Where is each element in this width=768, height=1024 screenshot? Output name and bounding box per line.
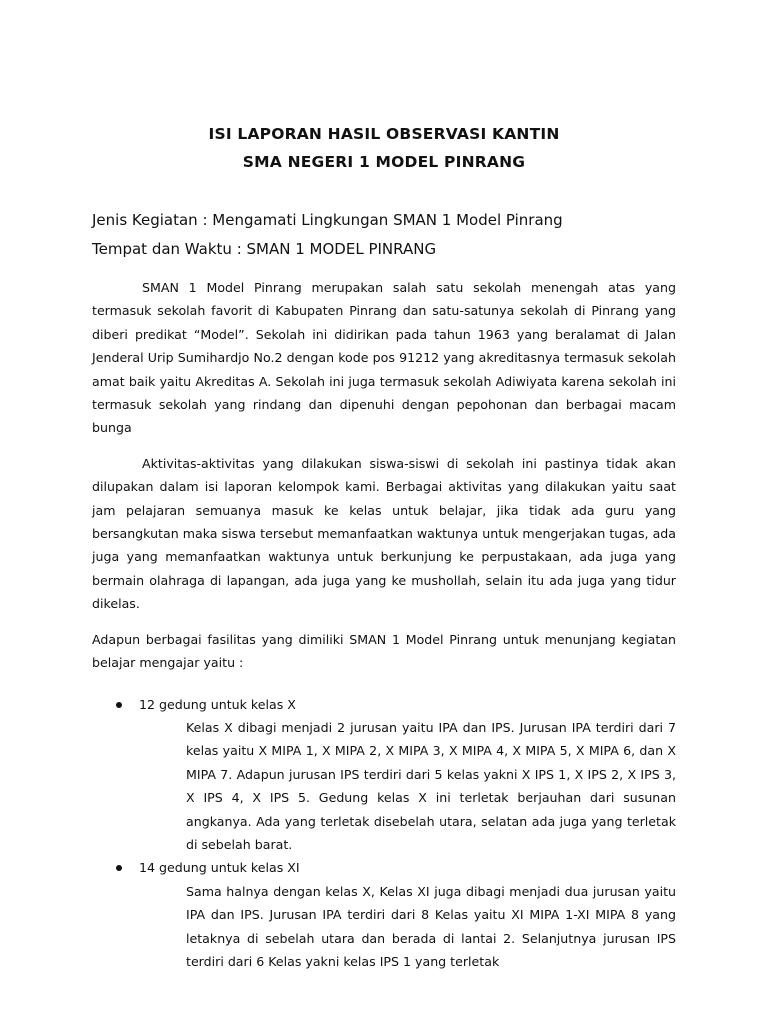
paragraph-school-profile: SMAN 1 Model Pinrang merupakan salah satu sekolah menengah atas yang termasuk sekolah favorit di Kabupaten Pinrang dan satu-satunya sekolah di Pinrang yang diberi predikat “Model”. Sekolah ini didirikan pada tahun 1963 yang beralamat di Jalan Jenderal Urip Sumihardjo No.2 dengan kode pos 91212 yang akreditasnya termasuk sekolah amat baik yaitu Akreditas A. Sekolah ini juga termasuk sekolah Adiwiyata karena sekolah ini termasuk sekolah yang rindang dan dipenuhi dengan pepohonan dan berbagai macam bunga [92, 280, 676, 436]
facilities-list [92, 693, 676, 974]
title-line-1: ISI LAPORAN HASIL OBSERVASI KANTIN [208, 125, 560, 143]
facility-description: Kelas X dibagi menjadi 2 jurusan yaitu IPA dan IPS. Jurusan IPA terdiri dari 7 kelas yaitu X MIPA 1, X MIPA 2, X MIPA 3, X MIPA 4, X MIPA 5, X MIPA 6, dan X MIPA 7. Adapun jurusan IPS terdiri dari 5 kelas yakni X IPS 1, X IPS 2, X IPS 3, X IPS 4, X IPS 5. Gedung kelas X ini terletak berjauhan dari susunan angkanya. Ada yang terletak disebelah utara, selatan ada juga yang terletak di sebelah barat. [186, 719, 676, 852]
activity-type: Jenis Kegiatan : Mengamati Lingkungan SMAN 1 Model Pinrang [92, 211, 563, 229]
facility-heading: 12 gedung untuk kelas X [139, 696, 296, 712]
list-item [92, 693, 676, 857]
report-meta [92, 206, 676, 264]
facility-description: Sama halnya dengan kelas X, Kelas XI juga dibagi menjadi dua jurusan yaitu IPA dan IPS. Jurusan IPA terdiri dari 8 Kelas yaitu XI MIPA 1-XI MIPA 8 yang letaknya di sebelah utara dan berada di lantai 2. Selanjutnya jurusan IPS terdiri dari 6 Kelas yakni kelas IPS 1 yang terletak [186, 883, 676, 969]
bullet-icon [116, 865, 122, 871]
paragraph-facilities-intro: Adapun berbagai fasilitas yang dimiliki SMAN 1 Model Pinrang untuk menunjang kegiatan belajar mengajar yaitu : [92, 631, 676, 671]
list-item [92, 856, 676, 973]
place-and-time: Tempat dan Waktu : SMAN 1 MODEL PINRANG [92, 240, 437, 258]
bullet-icon [116, 702, 122, 708]
paragraph-student-activities: Aktivitas-aktivitas yang dilakukan siswa-siswi di sekolah ini pastinya tidak akan dilupakan dalam isi laporan kelompok kami. Berbagai aktivitas yang dilakukan yaitu saat jam pelajaran semuanya masuk ke kelas untuk belajar, jika tidak ada guru yang bersangkutan maka siswa tersebut memanfaatkan waktunya untuk mengerjakan tugas, ada juga yang memanfaatkan waktunya untuk berkunjung ke perpustakaan, ada juga yang bermain olahraga di lapangan, ada juga yang ke mushollah, selain itu ada juga yang tidur dikelas. [92, 455, 676, 612]
title-line-2: SMA NEGERI 1 MODEL PINRANG [242, 153, 526, 171]
document-title [92, 120, 676, 176]
facility-heading: 14 gedung untuk kelas XI [139, 860, 300, 876]
